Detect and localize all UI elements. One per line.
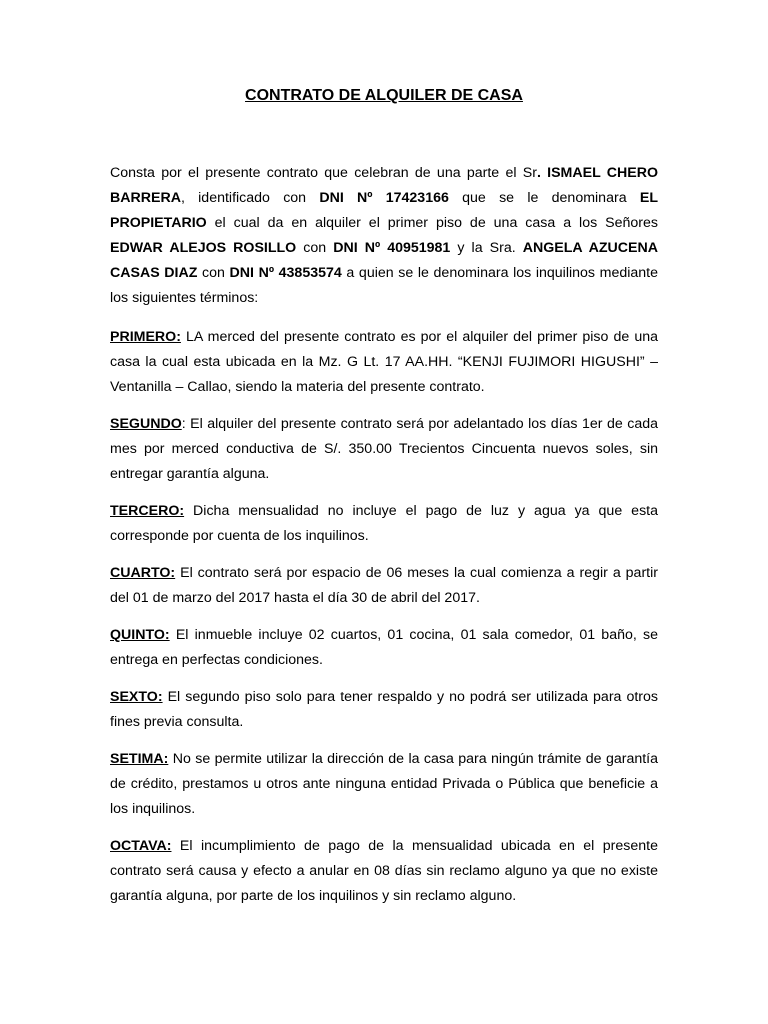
clause-text: El inmueble incluye 02 cuartos, 01 cocina, 01 sala comedor, 01 baño, se entrega en perfectas condiciones. [110,627,658,668]
clause-label: SEGUNDO [110,416,182,432]
intro-text: el cual da en alquiler el primer piso de una casa a los Señores [206,215,658,231]
clause-text: Dicha mensualidad no incluye el pago de luz y agua ya que esta corresponde por cuenta de los inquilinos. [110,503,658,544]
clause-tercero [110,499,658,549]
clause-text: El incumplimiento de pago de la mensualidad ubicada en el presente contrato será causa y efecto a anular en 08 días sin reclamo alguno ya que no existe garantía alguna, por parte de los inquilinos y sin reclamo alguno. [110,838,658,904]
clause-text: El segundo piso solo para tener respaldo y no podrá ser utilizada para otros fines previa consulta. [110,689,658,730]
owner-role: EL PROPIETARIO [110,190,658,231]
clause-text: El contrato será por espacio de 06 meses la cual comienza a regir a partir del 01 de marzo del 2017 hasta el día 30 de abril del 2017. [110,565,658,606]
document-body [110,161,658,921]
owner-name: . ISMAEL CHERO BARRERA [110,165,658,206]
intro-text: con [197,265,230,281]
document-title: CONTRATO DE ALQUILER DE CASA [245,87,523,104]
clause-text: No se permite utilizar la dirección de la casa para ningún trámite de garantía de crédito, prestamos u otros ante ninguna entidad Privada o Pública que beneficie a los inquilinos. [110,751,658,817]
clause-quinto [110,623,658,673]
tenant-dni-2: DNI Nº 43853574 [229,265,342,281]
owner-dni: DNI Nº 17423166 [319,190,449,206]
clause-cuarto [110,561,658,611]
intro-text: y la Sra. [450,240,523,256]
clause-label: SETIMA: [110,751,169,767]
tenant-name-1: EDWAR ALEJOS ROSILLO [110,240,297,256]
tenant-dni-1: DNI Nº 40951981 [333,240,451,256]
clause-label: PRIMERO: [110,329,181,345]
intro-text: a quien se le denominara los inquilinos mediante los siguientes términos: [110,265,658,306]
clause-label: OCTAVA: [110,838,172,854]
clause-octava [110,834,658,909]
intro-text: que se le denominara [448,190,640,206]
clause-sexto [110,685,658,735]
intro-paragraph [110,161,658,311]
clause-text: LA merced del presente contrato es por el alquiler del primer piso de una casa la cual esta ubicada en la Mz. G Lt. 17 AA.HH. “KENJI FUJIMORI HIGUSHI” – Ventanilla – Callao, siendo la materia del presente contrato. [110,329,658,395]
clause-setima [110,747,658,822]
clause-label: CUARTO: [110,565,176,581]
clause-text: : El alquiler del presente contrato será por adelantado los días 1er de cada mes por merced conductiva de S/. 350.00 Trecientos Cincuenta nuevos soles, sin entregar garantía alguna. [110,416,658,482]
clause-segundo [110,412,658,487]
intro-text: , identificado con [180,190,320,206]
clause-label: TERCERO: [110,503,185,519]
intro-text: con [296,240,334,256]
clause-label: QUINTO: [110,627,170,643]
clause-primero [110,325,658,400]
intro-text: Consta por el presente contrato que celebran de una parte el Sr [110,165,537,181]
tenant-name-2: ANGELA AZUCENA CASAS DIAZ [110,240,658,281]
clause-label: SEXTO: [110,689,163,705]
